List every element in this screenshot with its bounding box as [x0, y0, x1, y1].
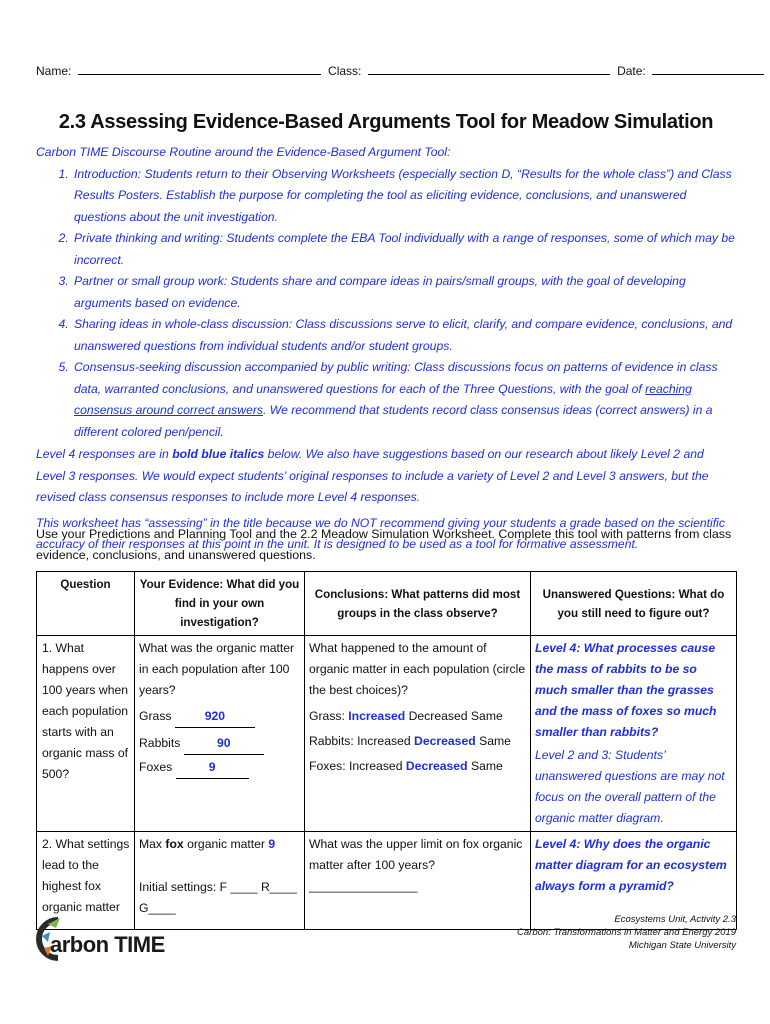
foxes-rest: Same	[470, 759, 503, 773]
class-line	[368, 63, 610, 75]
grass-label: Grass	[139, 709, 172, 723]
level-note-bold: bold blue italics	[172, 447, 265, 461]
header-unanswered: Unanswered Questions: What do you still need to figure out?	[531, 572, 737, 636]
grass-evidence	[139, 706, 300, 728]
date-label: Date:	[617, 64, 646, 78]
foxes-evidence	[139, 757, 300, 779]
row1-unanswered	[531, 636, 737, 832]
rabbits-label: Rabbits	[139, 736, 181, 750]
grass-row-label: Grass:	[309, 709, 345, 723]
max-bold: fox	[165, 837, 184, 851]
step5-text: Consensus-seeking discussion accompanied by public writing: Class discussions focus on patterns of evidence in class data, warranted conclusions, and unanswered questions for each of the Three Questions, with the goal of	[74, 360, 718, 396]
name-class-date-bar	[36, 63, 736, 78]
max-label-end: organic matter	[183, 837, 269, 851]
footer-line2: Carbon: Transformations in Matter and Energy 2019	[517, 927, 736, 938]
row1-evidence-prompt: What was the organic matter in each population after 100 years?	[139, 641, 295, 697]
row1-conclusions	[305, 636, 531, 832]
row2-conclusions	[305, 832, 531, 930]
rabbits-evidence	[139, 733, 300, 755]
class-label: Class:	[328, 64, 362, 78]
max-fox-value: 9	[268, 837, 276, 851]
date-line	[652, 63, 764, 75]
grass-conclusion	[309, 706, 526, 727]
discourse-step: 3. Partner or small group work: Students share and compare ideas in pairs/small groups, with the goal of developing arguments based on evidence.	[72, 271, 736, 314]
discourse-step	[72, 357, 736, 443]
row1-evidence	[135, 636, 305, 832]
discourse-step: 2. Private thinking and writing: Students complete the EBA Tool individually with a range of responses, some of which may be incorrect.	[72, 228, 736, 271]
header-conclusions: Conclusions: What patterns did most groups in the class observe?	[305, 572, 531, 636]
page-title: 2.3 Assessing Evidence-Based Arguments Tool for Meadow Simulation	[58, 111, 714, 133]
foxes-value: 9	[176, 757, 249, 779]
row1-conclusion-prompt: What happened to the amount of organic matter in each population (circle the best choices)?	[309, 641, 526, 697]
level-note	[36, 444, 736, 509]
row2-level4: Level 4: Why does the organic matter diagram for an ecosystem always form a pyramid?	[535, 837, 727, 893]
discourse-step: 1. Introduction: Students return to their Observing Worksheets (especially section D, “Results for the whole class”) and Class Results Posters. Establish the purpose for completing the tool as eliciting evidence, conclusions, and unanswered questions about the unit investigation.	[72, 164, 736, 229]
level-note-text: Level 4 responses are in	[36, 447, 173, 461]
eba-table	[36, 571, 737, 930]
grass-answer: Increased	[348, 709, 406, 723]
rabbits-rest: Same	[479, 734, 511, 748]
name-line	[78, 63, 321, 75]
discourse-steps	[36, 164, 736, 444]
row1-question: 1. What happens over 100 years when each population starts with an organic mass of 500?	[37, 636, 135, 832]
discourse-routine	[36, 142, 736, 556]
grass-value: 920	[175, 706, 255, 728]
footer	[517, 913, 736, 952]
row1-level4: Level 4: What processes cause the mass of rabbits to be so much smaller than the grasses and the mass of foxes so much smaller than rabbits?	[535, 641, 717, 739]
initial-settings: Initial settings: F ____ R____ G____	[139, 880, 297, 915]
row2-question: 2. What settings lead to the highest fox organic matter	[37, 832, 135, 930]
assessing-note: This worksheet has “assessing” in the title because we do NOT recommend giving your students a grade based on the scientific accuracy of their responses at this point in the unit. It is designed to be used as a tool for formative assessment.	[36, 515, 725, 551]
footer-line3: Michigan State University	[628, 940, 736, 951]
foxes-conclusion	[309, 756, 526, 777]
table-row	[37, 636, 737, 832]
foxes-label: Foxes	[139, 760, 173, 774]
grass-rest: Decreased Same	[408, 709, 503, 723]
max-label: Max	[139, 837, 166, 851]
rabbits-row-label: Rabbits: Increased	[309, 734, 411, 748]
step5-underlined: reaching consensus around correct answers	[74, 381, 692, 417]
rabbits-answer: Decreased	[414, 734, 476, 748]
step5-text-end: . We recommend that students record class consensus ideas (correct answers) in a different colored pen/pencil.	[74, 403, 713, 439]
row1-level23: Level 2 and 3: Students’ unanswered questions are may not focus on the overall pattern of the organic matter diagram.	[535, 748, 725, 825]
header-evidence: Your Evidence: What did you find in your own investigation?	[135, 572, 305, 636]
rabbits-value: 90	[184, 733, 264, 755]
row2-conclusion-blank: ________________	[309, 879, 418, 893]
discourse-step: 4. Sharing ideas in whole-class discussion: Class discussions serve to elicit, clarify, and compare evidence, conclusions, and unanswered questions from individual students and/or student groups.	[72, 314, 736, 357]
footer-line1: Ecosystems Unit, Activity 2.3	[614, 914, 736, 925]
foxes-row-label: Foxes: Increased	[309, 759, 403, 773]
rabbits-conclusion	[309, 731, 526, 752]
logo-text: arbon TIME	[50, 932, 165, 957]
discourse-heading: Carbon TIME Discourse Routine around the Evidence-Based Argument Tool:	[36, 145, 451, 159]
row2-conclusion-prompt: What was the upper limit on fox organic matter after 100 years?	[309, 837, 523, 872]
instructions: Use your Predictions and Planning Tool and the 2.2 Meadow Simulation Worksheet. Complete this tool with patterns from class evidence, conclusions, and unanswered questions.	[36, 527, 732, 562]
foxes-answer: Decreased	[405, 759, 468, 773]
table-header-row	[37, 572, 737, 636]
name-label: Name:	[36, 64, 72, 78]
level-note-text-end: below. We also have suggestions based on our research about likely Level 2 and Level 3 responses. We would expect students’ original responses to include a variety of Level 2 and Level 3 answers, but the revised class consensus responses to include more Level 4 responses.	[36, 447, 709, 504]
header-question: Question	[37, 572, 135, 636]
max-fox-evidence	[139, 834, 300, 855]
